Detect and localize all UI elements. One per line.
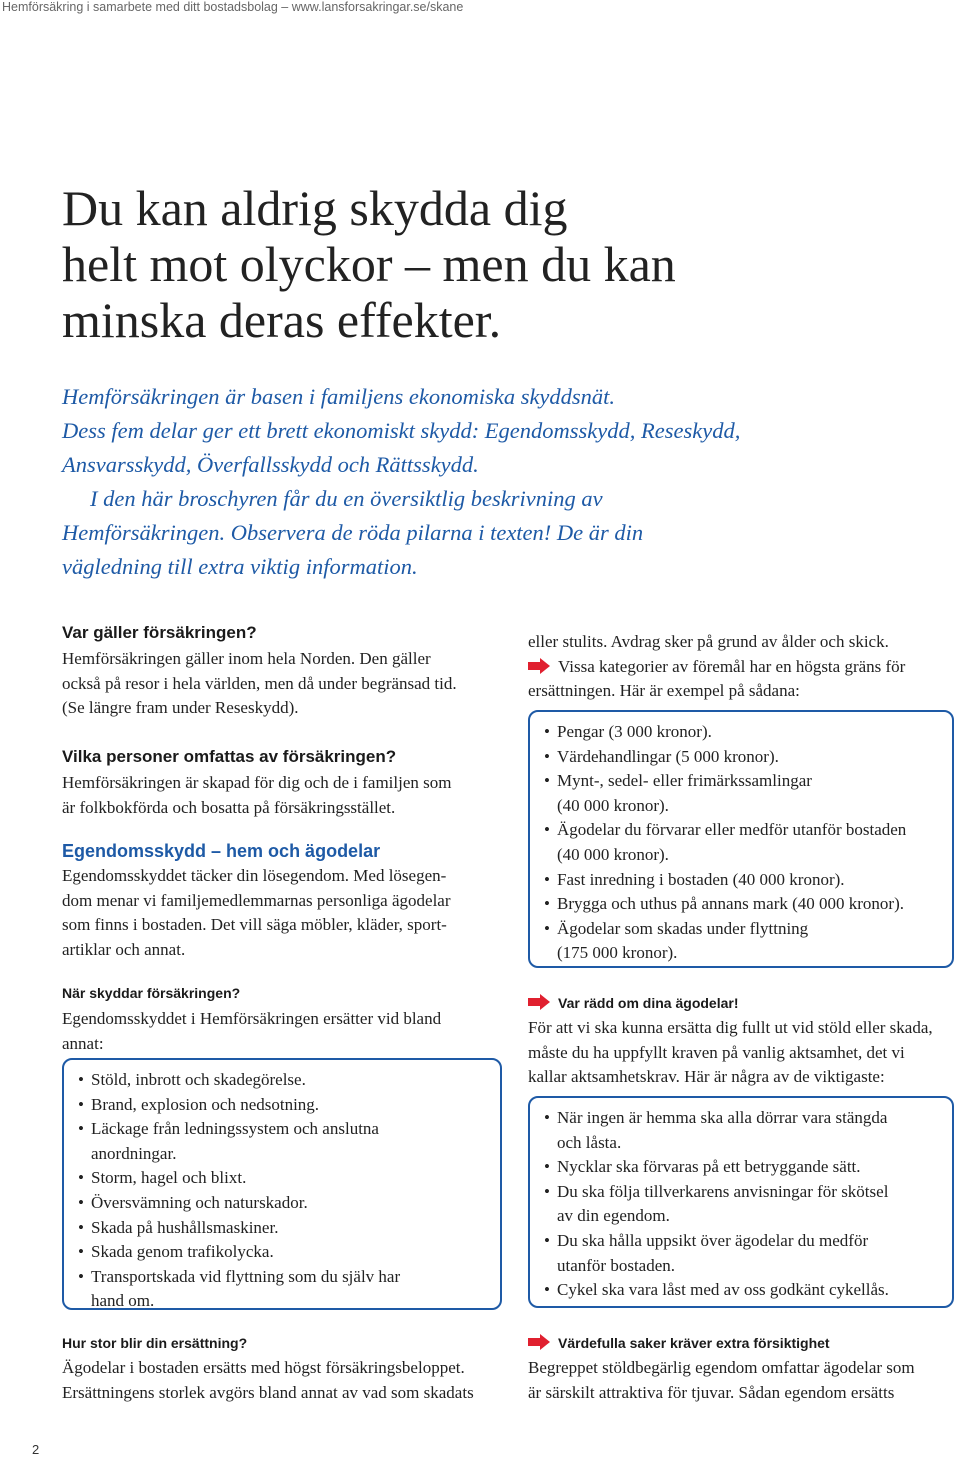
section-body <box>62 1007 502 1056</box>
section-persons <box>62 746 502 820</box>
item-text: • När ingen är hemma ska alla dörrar vara stängda <box>557 1108 888 1127</box>
list-item <box>544 720 942 745</box>
item-text: Skada på hushållsmaskiner. <box>91 1217 279 1237</box>
body-line: Vissa kategorier av föremål har en högsta gräns för <box>558 656 906 676</box>
list-item <box>544 868 942 893</box>
item-text: Stöld, inbrott och skadegörelse. <box>91 1070 306 1089</box>
body-line: Egendomsskyddet i Hemförsäkringen ersätter vid bland <box>62 1009 442 1028</box>
item-text: Nycklar ska förvaras på ett betryggande sätt. <box>557 1157 861 1177</box>
intro-line: Ansvarsskydd, Överfallsskydd och Rättsskydd. <box>62 452 479 477</box>
section-body <box>528 1016 960 1090</box>
list-item <box>544 1106 942 1155</box>
body-line: Ersättningens storlek avgörs bland annat av vad som skadats <box>62 1382 474 1402</box>
section-property <box>62 840 502 962</box>
item-text: • Ägodelar som skadas under flyttning <box>557 918 809 938</box>
section-compensation <box>62 1332 502 1405</box>
list-item <box>544 1155 942 1180</box>
item-text: Värdehandlingar (5 000 kronor). <box>557 746 779 766</box>
intro-line: Dess fem delar ger ett brett ekonomiskt skydd: Egendomsskydd, Reseskydd, <box>62 418 741 443</box>
section-scope <box>62 622 502 721</box>
list-item <box>544 1278 942 1303</box>
list-item <box>78 1240 490 1265</box>
section-heading: Var gäller försäkringen? <box>62 623 257 642</box>
item-text: av din egendom. <box>557 1206 670 1226</box>
body-line: Hemförsäkringen gäller inom hela Norden. Den gäller <box>62 649 431 668</box>
section-when-covered <box>62 982 502 1056</box>
heading-text: Var rädd om dina ägodelar! <box>558 995 739 1011</box>
headline-line: Du kan aldrig skydda dig <box>62 180 568 236</box>
intro-line: Hemförsäkringen. Observera de röda pilarna i texten! De är din <box>62 520 644 545</box>
body-line: också på resor i hela världen, men då under begränsad tid. <box>62 673 457 693</box>
list-item <box>78 1093 490 1118</box>
intro-line: vägledning till extra viktig information. <box>62 554 418 579</box>
item-text: utanför bostaden. <box>557 1255 676 1275</box>
list-item <box>78 1068 490 1093</box>
headline-line: minska deras effekter. <box>62 292 502 348</box>
item-text: Översvämning och naturskador. <box>91 1192 308 1212</box>
section-body <box>62 864 502 962</box>
headline-line: helt mot olyckor – men du kan <box>62 236 676 292</box>
body-line: Hemförsäkringen är skapad för dig och de i familjen som <box>62 773 452 792</box>
item-text: Brand, explosion och nedsotning. <box>91 1094 320 1114</box>
item-text: hand om. <box>91 1291 155 1311</box>
coverage-list-box <box>62 1058 502 1310</box>
list-item <box>78 1166 490 1191</box>
item-text: Cykel ska vara låst med av oss godkänt cykellås. <box>557 1280 889 1300</box>
running-header: Hemförsäkring i samarbete med ditt bostadsbolag – www.lansforsakringar.se/skane <box>2 0 464 14</box>
item-text: • Transportskada vid flyttning som du själv har <box>91 1266 401 1286</box>
item-text: (40 000 kronor). <box>557 795 669 815</box>
item-text: • Läckage från ledningssystem och anslutna <box>91 1119 379 1139</box>
heading-text: Värdefulla saker kräver extra försiktighet <box>558 1335 830 1351</box>
section-valuables <box>528 1332 960 1405</box>
item-text: anordningar. <box>91 1143 177 1163</box>
red-arrow-icon <box>528 658 550 674</box>
section-heading: När skyddar försäkringen? <box>62 985 241 1001</box>
item-text: Pengar (3 000 kronor). <box>557 722 712 741</box>
section-body <box>62 771 502 820</box>
red-arrow-icon <box>528 994 550 1010</box>
section-care <box>528 992 960 1090</box>
body-line: är folkbokförda och bosatta på försäkringsstället. <box>62 797 396 817</box>
body-line: som finns i bostaden. Det vill säga möbler, kläder, sport- <box>62 915 447 934</box>
item-text: (40 000 kronor). <box>557 844 669 864</box>
coverage-list <box>78 1068 490 1314</box>
page-headline <box>62 180 922 348</box>
care-list <box>544 1106 942 1303</box>
body-line: Ägodelar i bostaden ersätts med högst försäkringsbeloppet. <box>62 1358 465 1377</box>
intro-line: I den här broschyren får du en översiktlig beskrivning av <box>90 486 603 511</box>
body-line: För att vi ska kunna ersätta dig fullt ut vid stöld eller skada, <box>528 1018 933 1037</box>
body-line: artiklar och annat. <box>62 939 186 959</box>
list-item <box>78 1191 490 1216</box>
item-text: • Ägodelar du förvarar eller medför utanför bostaden <box>557 820 907 840</box>
care-list-box <box>528 1096 954 1308</box>
section-limits <box>528 630 960 704</box>
item-text: • Mynt-, sedel- eller frimärkssamlingar <box>557 771 812 791</box>
body-line: är särskilt attraktiva för tjuvar. Sådan egendom ersätts <box>528 1382 895 1402</box>
body-line: dom menar vi familjemedlemmarnas personliga ägodelar <box>62 890 451 910</box>
body-line: Egendomsskyddet täcker din lösegendom. Med lösegen- <box>62 866 447 885</box>
list-item <box>544 745 942 770</box>
item-text: Skada genom trafikolycka. <box>91 1242 274 1262</box>
item-text: Brygga och uthus på annans mark (40 000 kronor). <box>557 894 905 914</box>
section-heading: Egendomsskydd – hem och ägodelar <box>62 841 381 861</box>
list-item <box>78 1265 490 1314</box>
body-line: ersättningen. Här är exempel på sådana: <box>528 681 800 700</box>
limits-list <box>544 720 942 966</box>
item-text: och låsta. <box>557 1132 622 1152</box>
section-heading: Hur stor blir din ersättning? <box>62 1335 248 1351</box>
list-item <box>78 1117 490 1166</box>
list-item <box>544 917 942 966</box>
body-line: Begreppet stöldbegärlig egendom omfattar ägodelar som <box>528 1358 915 1377</box>
list-item <box>544 818 942 867</box>
limits-list-box <box>528 710 954 968</box>
item-text: • Du ska hålla uppsikt över ägodelar du medför <box>557 1230 869 1250</box>
item-text: • Du ska följa tillverkarens anvisningar för skötsel <box>557 1181 889 1201</box>
section-body <box>528 630 960 704</box>
intro-line: Hemförsäkringen är basen i familjens ekonomiska skyddsnät. <box>62 384 616 409</box>
list-item <box>544 1229 942 1278</box>
section-body <box>62 1356 502 1405</box>
section-heading <box>528 1332 960 1354</box>
arrow-line <box>528 655 960 680</box>
item-text: Fast inredning i bostaden (40 000 kronor). <box>557 869 845 889</box>
list-item <box>544 769 942 818</box>
item-text: (175 000 kronor). <box>557 943 678 963</box>
section-body <box>528 1356 960 1405</box>
body-line: måste du ha uppfyllt kraven på vanlig aktsamhet, det vi <box>528 1042 905 1062</box>
list-item <box>544 892 942 917</box>
item-text: Storm, hagel och blixt. <box>91 1168 247 1188</box>
body-line: kallar aktsamhetskrav. Här är några av de viktigaste: <box>528 1067 885 1086</box>
body-line: (Se längre fram under Reseskydd). <box>62 698 299 717</box>
section-heading: Vilka personer omfattas av försäkringen? <box>62 747 397 766</box>
section-body <box>62 647 502 721</box>
section-heading <box>528 992 960 1014</box>
list-item <box>544 1180 942 1229</box>
body-line: annat: <box>62 1033 104 1053</box>
list-item <box>78 1216 490 1241</box>
red-arrow-icon <box>528 1334 550 1350</box>
intro-paragraph <box>62 380 942 584</box>
page-number: 2 <box>32 1442 40 1457</box>
body-line: eller stulits. Avdrag sker på grund av ålder och skick. <box>528 632 889 651</box>
